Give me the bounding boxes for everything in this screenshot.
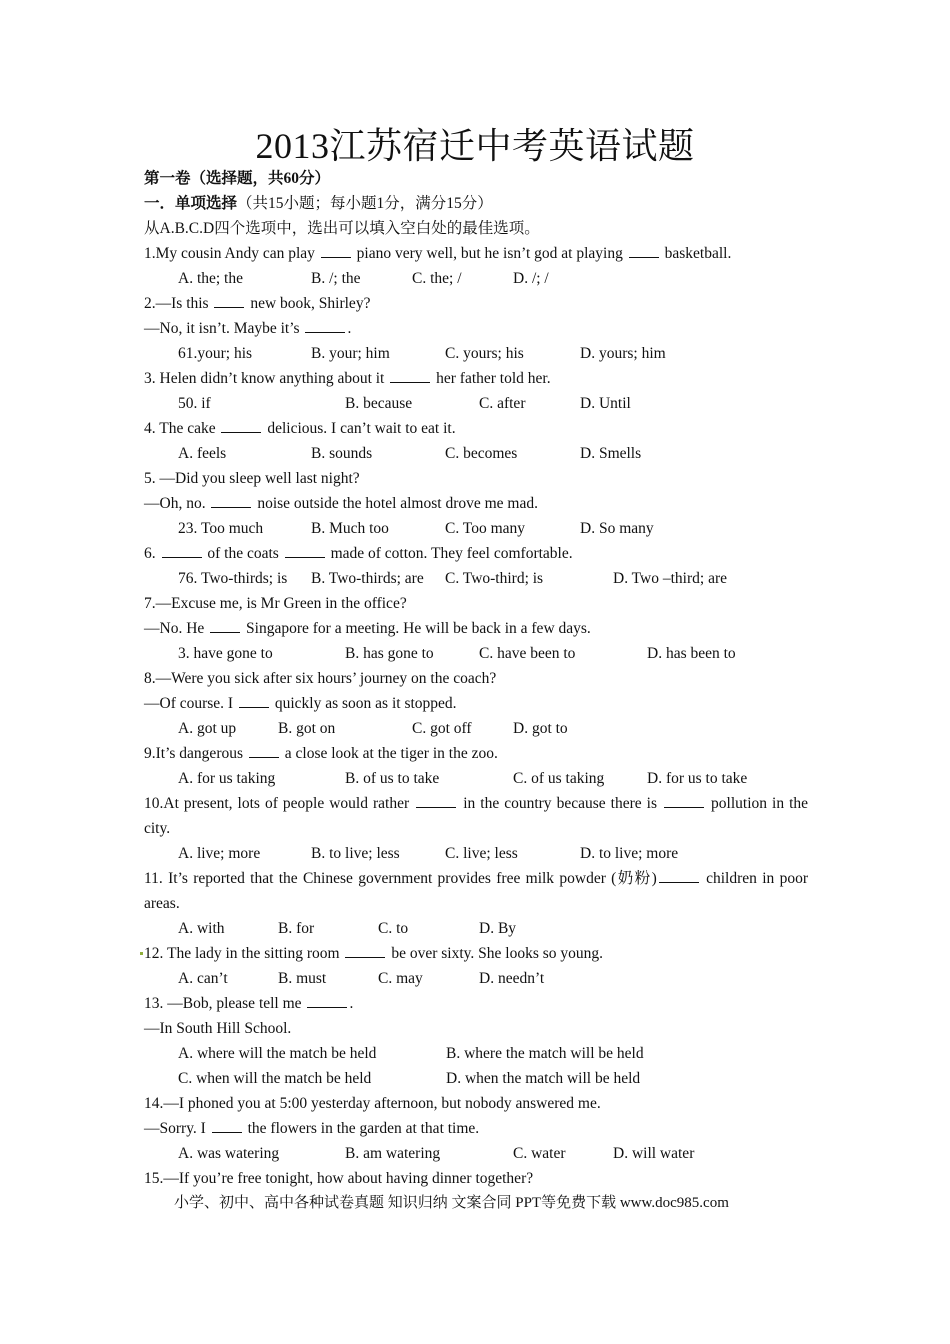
- answer-blank: [629, 241, 659, 258]
- question-8-reply: —Of course. I quickly as soon as it stopped.: [144, 691, 808, 716]
- question-3: 3. Helen didn’t know anything about it her father told her.: [144, 366, 808, 391]
- question-10: 10.At present, lots of people would rather in the country because there is pollution in the city.: [144, 791, 808, 841]
- section-label: 一．单项选择: [144, 195, 238, 212]
- option-c[interactable]: C. may: [378, 970, 423, 987]
- question-4: 4. The cake delicious. I can’t wait to eat it.: [144, 416, 808, 441]
- option-d[interactable]: D. for us to take: [647, 770, 748, 787]
- question-13-reply: —In South Hill School.: [144, 1020, 292, 1037]
- options-9: [144, 766, 808, 791]
- options-12: [144, 966, 808, 991]
- option-b[interactable]: B. Two-thirds; are: [311, 570, 424, 587]
- options-11: [144, 916, 808, 941]
- question-5: 5. —Did you sleep well last night?: [144, 470, 360, 487]
- option-c[interactable]: C. of us taking: [513, 770, 605, 787]
- option-a[interactable]: 23. Too much: [178, 520, 264, 537]
- answer-blank: [214, 291, 244, 308]
- options-1: [144, 266, 808, 291]
- options-14: [144, 1141, 808, 1166]
- footer-text: 小学、初中、高中各种试卷真题 知识归纳 文案合同 PPT等免费下载 www.doc985.com: [174, 1195, 729, 1211]
- option-a[interactable]: 50. if: [178, 395, 211, 412]
- option-c[interactable]: C. when will the match be held: [178, 1070, 372, 1087]
- question-5-reply: —Oh, no. noise outside the hotel almost drove me mad.: [144, 491, 808, 516]
- option-b[interactable]: B. to live; less: [311, 845, 400, 862]
- option-a[interactable]: A. was watering: [178, 1145, 280, 1162]
- page-title: 2013江苏宿迁中考英语试题: [255, 126, 695, 166]
- option-d[interactable]: D. to live; more: [580, 845, 679, 862]
- option-b[interactable]: B. must: [278, 970, 327, 987]
- option-c[interactable]: C. water: [513, 1145, 566, 1162]
- options-13-ab: [144, 1041, 808, 1066]
- answer-blank: [390, 366, 430, 383]
- option-b[interactable]: B. your; him: [311, 345, 390, 362]
- options-4: [144, 441, 808, 466]
- answer-blank: [210, 616, 240, 633]
- options-7: [144, 641, 808, 666]
- option-c[interactable]: C. Too many: [445, 520, 526, 537]
- option-c[interactable]: C. Two-third; is: [445, 570, 544, 587]
- option-a[interactable]: A. feels: [178, 445, 227, 462]
- question-8: 8.—Were you sick after six hours’ journey on the coach?: [144, 670, 497, 687]
- option-c[interactable]: C. becomes: [445, 445, 518, 462]
- option-d[interactable]: D. got to: [513, 720, 568, 737]
- options-3: [144, 391, 808, 416]
- options-13-cd: [144, 1066, 808, 1091]
- answer-blank: [416, 791, 456, 808]
- option-d[interactable]: D. /; /: [513, 270, 549, 287]
- option-a[interactable]: A. with: [178, 920, 225, 937]
- answer-blank: [664, 791, 704, 808]
- options-10: [144, 841, 808, 866]
- answer-blank: [162, 541, 202, 558]
- margin-marker: [140, 952, 143, 955]
- option-d[interactable]: D. needn’t: [479, 970, 545, 987]
- question-12: 12. The lady in the sitting room be over sixty. She looks so young.: [144, 941, 808, 966]
- option-b[interactable]: B. am watering: [345, 1145, 441, 1162]
- question-14-reply: —Sorry. I the flowers in the garden at that time.: [144, 1116, 808, 1141]
- exam-content: [144, 166, 808, 1191]
- question-7: 7.—Excuse me, is Mr Green in the office?: [144, 595, 407, 612]
- option-d[interactable]: D. has been to: [647, 645, 736, 662]
- question-11: 11. It’s reported that the Chinese government provides free milk powder (奶粉) children in poor areas.: [144, 866, 808, 916]
- part-heading: 第一卷（选择题，共60分）: [144, 170, 331, 187]
- option-a[interactable]: 3. have gone to: [178, 645, 273, 662]
- option-d[interactable]: D. By: [479, 920, 517, 937]
- answer-blank: [307, 991, 347, 1008]
- option-a[interactable]: 61.your; his: [178, 345, 253, 362]
- question-7-reply: —No. He Singapore for a meeting. He will be back in a few days.: [144, 616, 808, 641]
- question-15: 15.—If you’re free tonight, how about having dinner together?: [144, 1170, 534, 1187]
- option-a[interactable]: A. for us taking: [178, 770, 276, 787]
- question-6: 6. of the coats made of cotton. They feel comfortable.: [144, 541, 808, 566]
- option-a[interactable]: A. got up: [178, 720, 237, 737]
- option-a[interactable]: A. can’t: [178, 970, 228, 987]
- option-d[interactable]: D. Until: [580, 395, 631, 412]
- option-c[interactable]: C. to: [378, 920, 409, 937]
- question-13: 13. —Bob, please tell me .: [144, 991, 808, 1016]
- question-2: 2.—Is this new book, Shirley?: [144, 291, 808, 316]
- question-14: 14.—I phoned you at 5:00 yesterday afternoon, but nobody answered me.: [144, 1095, 601, 1112]
- option-b[interactable]: B. /; the: [311, 270, 361, 287]
- instruction: 从A.B.C.D四个选项中，选出可以填入空白处的最佳选项。: [144, 220, 540, 237]
- option-b[interactable]: B. where the match will be held: [446, 1045, 644, 1062]
- answer-blank: [305, 316, 345, 333]
- option-c[interactable]: C. got off: [412, 720, 472, 737]
- option-a[interactable]: A. live; more: [178, 845, 261, 862]
- option-a[interactable]: 76. Two-thirds; is: [178, 570, 288, 587]
- option-c[interactable]: C. live; less: [445, 845, 518, 862]
- section-heading: [144, 191, 808, 216]
- option-d[interactable]: D. will water: [613, 1145, 695, 1162]
- option-d[interactable]: D. Two –third; are: [613, 570, 727, 587]
- question-1: 1.My cousin Andy can play piano very well, but he isn’t god at playing basketball.: [144, 241, 808, 266]
- option-b[interactable]: B. because: [345, 395, 413, 412]
- option-c[interactable]: C. after: [479, 395, 526, 412]
- section-rest: （共15小题；每小题1分，满分15分）: [237, 195, 493, 212]
- option-b[interactable]: B. for: [278, 920, 315, 937]
- answer-blank: [212, 1116, 242, 1133]
- answer-blank: [659, 866, 699, 883]
- answer-blank: [221, 416, 261, 433]
- option-c[interactable]: C. yours; his: [445, 345, 524, 362]
- option-b[interactable]: B. got on: [278, 720, 336, 737]
- option-b[interactable]: B. has gone to: [345, 645, 434, 662]
- option-d[interactable]: D. when the match will be held: [446, 1070, 641, 1087]
- option-c[interactable]: C. have been to: [479, 645, 576, 662]
- option-a[interactable]: A. the; the: [178, 270, 243, 287]
- question-9: 9.It’s dangerous a close look at the tiger in the zoo.: [144, 741, 808, 766]
- answer-blank: [211, 491, 251, 508]
- options-5: [144, 516, 808, 541]
- answer-blank: [239, 691, 269, 708]
- answer-blank: [285, 541, 325, 558]
- option-d[interactable]: D. Smells: [580, 445, 642, 462]
- options-8: [144, 716, 808, 741]
- option-b[interactable]: B. Much too: [311, 520, 389, 537]
- option-d[interactable]: D. yours; him: [580, 345, 666, 362]
- option-c[interactable]: C. the; /: [412, 270, 462, 287]
- option-b[interactable]: B. sounds: [311, 445, 373, 462]
- option-b[interactable]: B. of us to take: [345, 770, 440, 787]
- answer-blank: [321, 241, 351, 258]
- answer-blank: [249, 741, 279, 758]
- options-6: [144, 566, 808, 591]
- option-d[interactable]: D. So many: [580, 520, 654, 537]
- answer-blank: [345, 941, 385, 958]
- options-2: [144, 341, 808, 366]
- question-2-reply: —No, it isn’t. Maybe it’s .: [144, 316, 808, 341]
- option-a[interactable]: A. where will the match be held: [178, 1045, 377, 1062]
